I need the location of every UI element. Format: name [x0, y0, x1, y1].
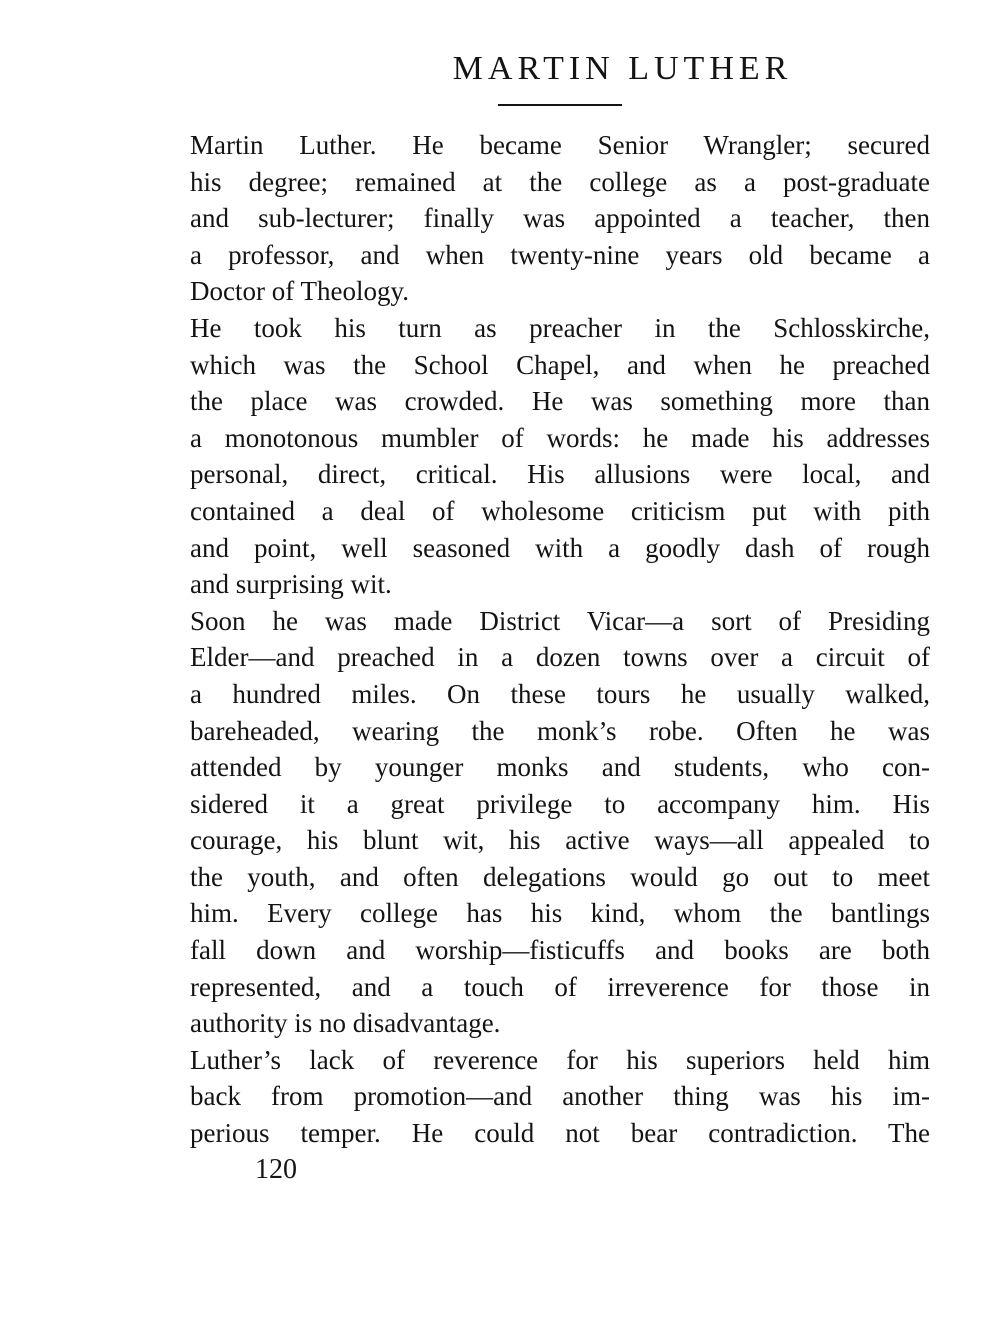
text-line: Elder—and preached in a dozen towns over a circuit of: [190, 642, 930, 673]
body-text: [190, 127, 930, 1152]
text-line: authority is no disadvantage.: [190, 1008, 501, 1039]
text-line: and sub-lecturer; finally was appointed a teacher, then: [190, 203, 930, 234]
paragraph: [190, 127, 930, 310]
text-line: Soon he was made District Vicar—a sort of Presiding: [190, 605, 930, 636]
text-line: Doctor of Theology.: [190, 276, 409, 307]
text-line: which was the School Chapel, and when he preached: [190, 349, 930, 380]
text-line: and surprising wit.: [190, 569, 392, 600]
text-line: a monotonous mumbler of words: he made his addresses: [190, 422, 930, 453]
text-line: attended by younger monks and students, who con-: [190, 752, 930, 783]
text-line: represented, and a touch of irreverence for those in: [190, 971, 930, 1002]
text-line: back from promotion—and another thing was his im-: [190, 1081, 930, 1112]
page-number: 120: [255, 1154, 297, 1185]
text-line: a professor, and when twenty-nine years old became a: [190, 239, 930, 270]
text-line: contained a deal of wholesome criticism put with pith: [190, 495, 930, 526]
running-head-title: MARTIN LUTHER: [452, 50, 793, 87]
text-line: and point, well seasoned with a goodly dash of rough: [190, 532, 930, 563]
text-line: fall down and worship—fisticuffs and books are both: [190, 935, 930, 966]
text-line: perious temper. He could not bear contradiction. The: [190, 1118, 930, 1149]
text-line: a hundred miles. On these tours he usually walked,: [190, 678, 930, 709]
header-rule: [498, 104, 622, 106]
text-line: Luther’s lack of reverence for his superiors held him: [190, 1044, 930, 1075]
paragraph: [190, 310, 930, 603]
text-line: He took his turn as preacher in the Schlosskirche,: [190, 312, 930, 343]
text-line: the youth, and often delegations would go out to meet: [190, 861, 930, 892]
paragraph: [190, 1042, 930, 1152]
text-line: him. Every college has his kind, whom the bantlings: [190, 898, 930, 929]
paragraph: [190, 603, 930, 1042]
text-line: Martin Luther. He became Senior Wrangler; secured: [190, 130, 930, 160]
text-line: the place was crowded. He was something more than: [190, 386, 930, 417]
text-line: bareheaded, wearing the monk’s robe. Often he was: [190, 715, 930, 746]
text-line: his degree; remained at the college as a post-graduate: [190, 166, 930, 197]
text-line: personal, direct, critical. His allusions were local, and: [190, 459, 930, 490]
text-line: sidered it a great privilege to accompany him. His: [190, 788, 930, 819]
text-line: courage, his blunt wit, his active ways—all appealed to: [190, 825, 930, 856]
